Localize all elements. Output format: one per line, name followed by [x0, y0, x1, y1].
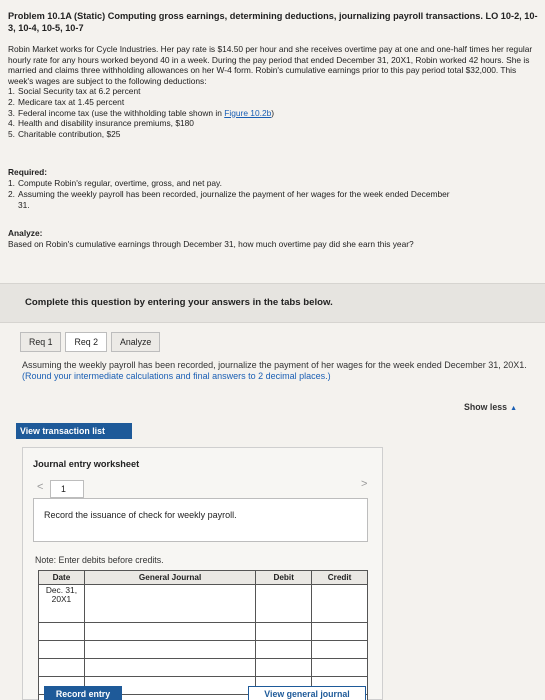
figure-link[interactable]: Figure 10.2b [224, 107, 272, 118]
complete-instructions: Complete this question by entering your answers in the tabs below. [25, 297, 333, 308]
problem-title: Problem 10.1A (Static) Computing gross earnings, determining deductions, journalizing payroll transactions. LO 10-2, 10-3, 10-4, 10-5, 10-7 [8, 11, 538, 33]
required-heading: Required: [8, 167, 48, 178]
instructions-bar [0, 283, 545, 323]
transaction-description: Record the issuance of check for weekly payroll. [33, 498, 368, 542]
tab-bar [20, 332, 164, 352]
rounding-hint: (Round your intermediate calculations and final answers to 2 decimal places.) [22, 371, 331, 381]
tab-req-1[interactable]: Req 1 [20, 332, 61, 352]
credit-input[interactable] [312, 641, 368, 659]
credit-input[interactable] [312, 659, 368, 677]
account-input[interactable] [84, 641, 255, 659]
worksheet-title: Journal entry worksheet [33, 459, 140, 469]
date-cell [39, 659, 85, 677]
deduction-item: 4. Health and disability insurance premiums, $180 [8, 118, 194, 129]
debit-input[interactable] [256, 659, 312, 677]
credit-input[interactable] [312, 623, 368, 641]
header-general-journal: General Journal [84, 571, 255, 585]
account-input[interactable] [84, 659, 255, 677]
tab-req-2[interactable]: Req 2 [65, 332, 106, 352]
debit-input[interactable] [256, 641, 312, 659]
table-row [39, 659, 368, 677]
problem-text [8, 10, 538, 249]
deduction-item: 5. Charitable contribution, $25 [8, 128, 121, 139]
deductions-list [8, 86, 538, 139]
analyze-heading: Analyze: [8, 228, 43, 239]
journal-table [38, 570, 368, 700]
tab-instructions: Assuming the weekly payroll has been recorded, journalize the payment of her wages for the week ended December 31, 20X1. (Round your intermediate calculations and final answers to 2 decimal places.) [22, 360, 527, 381]
account-input[interactable] [84, 623, 255, 641]
table-row [39, 623, 368, 641]
date-cell [39, 623, 85, 641]
header-date: Date [39, 571, 85, 585]
view-transaction-list-button[interactable]: View transaction list [16, 423, 132, 439]
required-list [8, 178, 538, 210]
record-entry-button[interactable]: Record entry [44, 686, 122, 700]
required-item: 1. Compute Robin's regular, overtime, gross, and net pay. [8, 178, 222, 189]
header-credit: Credit [312, 571, 368, 585]
triangle-up-icon: ▲ [510, 405, 517, 412]
deduction-item: 1. Social Security tax at 6.2 percent [8, 86, 141, 97]
view-general-journal-button[interactable]: View general journal [248, 686, 366, 700]
chevron-left-icon[interactable]: < [37, 481, 44, 493]
problem-paragraph: Robin Market works for Cycle Industries. Her pay rate is $14.50 per hour and she receives overtime pay at one and one-half times her regular hourly rate for any hours worked beyond 40 in a week. During the pay period that ended December 31, 20X1, Robin worked 42 hours. She is married and claims three withholding allowances on her W-4 form. Robin's cumulative earnings prior to this pay period total $32,000. This week's wages are subject to the following deductions: [8, 44, 533, 86]
required-item: 2. Assuming the weekly payroll has been recorded, journalize the payment of her wages for the week ended December [8, 188, 450, 199]
table-row [39, 641, 368, 659]
debits-note: Note: Enter debits before credits. [35, 555, 164, 565]
date-cell [39, 641, 85, 659]
deduction-item: 3. Federal income tax (use the withholding table shown in Figure 10.2b) [8, 107, 275, 118]
date-cell: Dec. 31, 20X1 [39, 585, 85, 623]
tab-analyze[interactable]: Analyze [111, 332, 160, 352]
credit-input[interactable] [312, 585, 368, 623]
journal-entry-worksheet [22, 447, 383, 700]
account-input[interactable] [84, 585, 255, 623]
show-less-link[interactable]: Show less ▲ [464, 402, 517, 412]
deduction-item: 2. Medicare tax at 1.45 percent [8, 96, 125, 107]
table-row [39, 585, 368, 623]
page-number[interactable]: 1 [50, 480, 84, 498]
debit-input[interactable] [256, 585, 312, 623]
required-item-cont: 31. [18, 199, 30, 210]
chevron-right-icon[interactable]: > [361, 478, 368, 490]
analyze-text: Based on Robin's cumulative earnings through December 31, how much overtime pay did she earn this year? [8, 239, 414, 250]
header-debit: Debit [256, 571, 312, 585]
debit-input[interactable] [256, 623, 312, 641]
